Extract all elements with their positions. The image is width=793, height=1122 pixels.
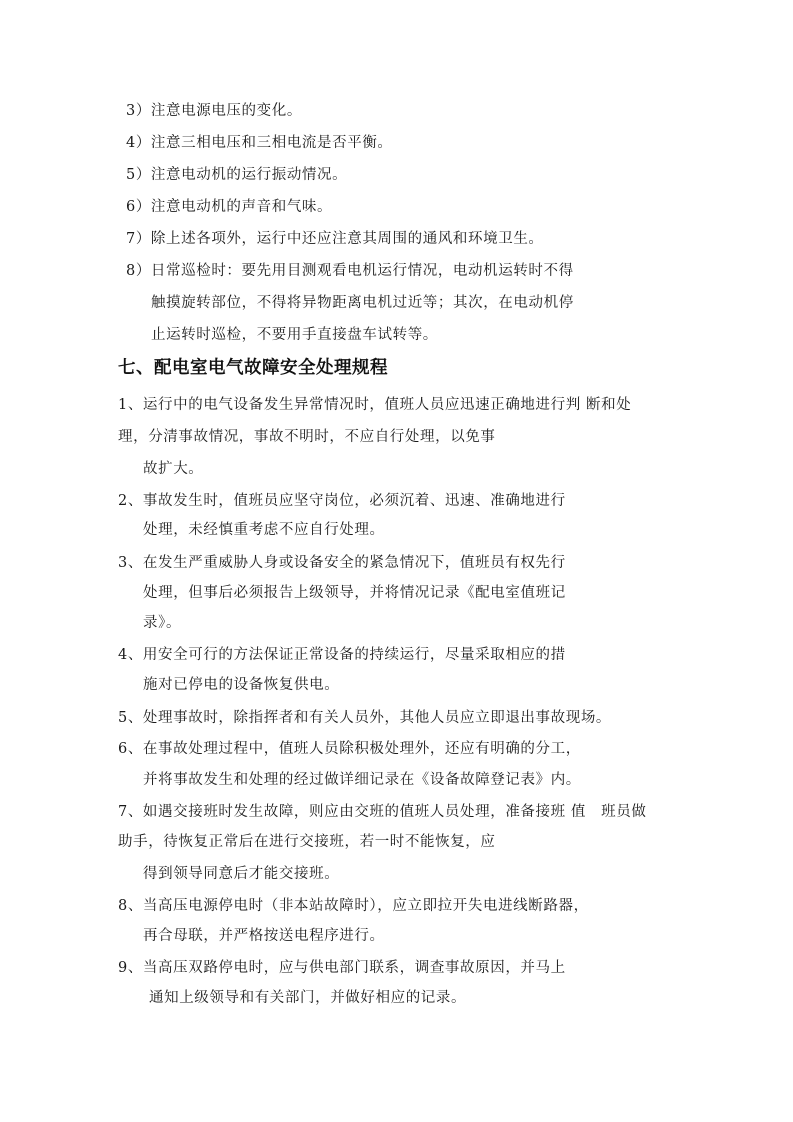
sub-item-8-line-2: 触摸旋转部位，不得将异物距离电机过近等；其次，在电动机停 (151, 295, 574, 311)
item-7-line-1: 7、如遇交接班时发生故障，则应由交班的值班人员处理，准备接班 值 班员做 (118, 804, 647, 820)
item-3-line-3: 录》。 (143, 615, 182, 631)
sub-item-7: 7）除上述各项外，运行中还应注意其周围的通风和环境卫生。 (126, 231, 544, 247)
item-5-line-1: 5、处理事故时，除指挥者和有关人员外，其他人员应立即退出事故现场。 (118, 710, 612, 726)
section-heading: 七、配电室电气故障安全处理规程 (118, 358, 388, 378)
item-2-line-2: 处理，未经慎重考虑不应自行处理。 (143, 522, 385, 538)
item-1-line-3: 故扩大。 (143, 461, 204, 477)
item-8-line-1: 8、当高压电源停电时（非本站故障时），应立即拉开失电进线断路器， (118, 898, 589, 914)
item-1-line-1: 1、运行中的电气设备发生异常情况时，值班人员应迅速正确地进行判 断和处 (118, 397, 632, 413)
item-3-line-1: 3、在发生严重威胁人身或设备安全的紧急情况下，值班员有权先行 (118, 555, 566, 571)
item-8-line-2: 再合母联，并严格按送电程序进行。 (143, 928, 385, 944)
item-6-line-1: 6、在事故处理过程中，值班人员除积极处理外，还应有明确的分工， (118, 741, 581, 757)
sub-item-6: 6）注意电动机的声音和气味。 (126, 199, 333, 215)
sub-item-8-line-3: 止运转时巡检，不要用手直接盘车试转等。 (151, 327, 438, 343)
sub-item-8-line-1: 8）日常巡检时：要先用目测观看电机运行情况，电动机运转时不得 (126, 263, 574, 279)
item-4-line-1: 4、用安全可行的方法保证正常设备的持续运行，尽量采取相应的措 (118, 647, 566, 663)
sub-item-3: 3）注意电源电压的变化。 (126, 103, 302, 119)
sub-item-4: 4）注意三相电压和三相电流是否平衡。 (126, 135, 393, 151)
item-1-line-2: 理，分清事故情况，事故不明时，不应自行处理，以免事 (118, 429, 496, 445)
item-7-line-3: 得到领导同意后才能交接班。 (143, 866, 340, 882)
item-7-line-2: 助手，待恢复正常后在进行交接班，若一时不能恢复，应 (118, 834, 496, 850)
sub-item-5: 5）注意电动机的运行振动情况。 (126, 167, 348, 183)
item-3-line-2: 处理，但事后必须报告上级领导，并将情况记录《配电室值班记 (143, 585, 566, 601)
item-2-line-1: 2、事故发生时，值班员应坚守岗位，必须沉着、迅速、准确地进行 (118, 493, 566, 509)
item-6-line-2: 并将事故发生和处理的经过做详细记录在《设备故障登记表》内。 (143, 772, 581, 788)
item-9-line-1: 9、当高压双路停电时，应与供电部门联系，调查事故原因，并马上 (118, 960, 566, 976)
item-9-line-2: 通知上级领导和有关部门，并做好相应的记录。 (149, 990, 467, 1006)
item-4-line-2: 施对已停电的设备恢复供电。 (143, 677, 340, 693)
